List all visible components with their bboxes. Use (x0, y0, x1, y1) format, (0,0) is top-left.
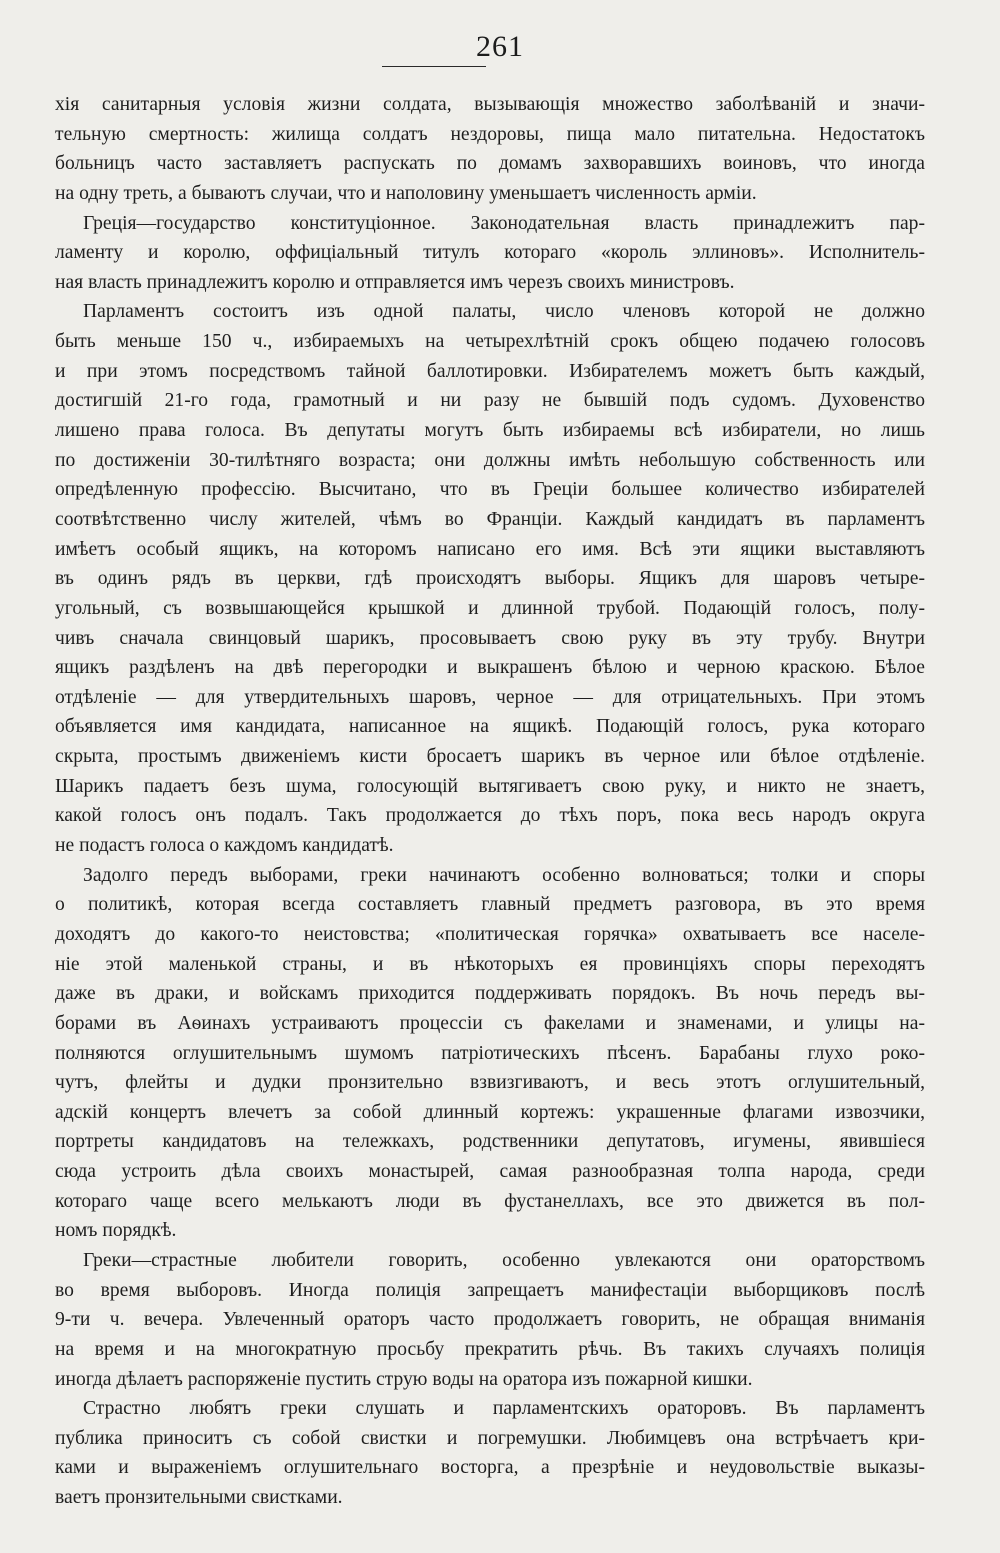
text-line: сюда устроить дѣла своихъ монастырей, самая разнообразная толпа народа, среди (55, 1161, 925, 1183)
text-line: быть меньше 150 ч., избираемыхъ на четырехлѣтній срокъ общею подачею голосовъ (55, 331, 925, 353)
text-line: объявляется имя кандидата, написанное на ящикѣ. Подающій голосъ, рука котораго (55, 716, 925, 738)
text-line: достигшій 21-го года, грамотный и ни разу не бывшій подъ судомъ. Духовенство (55, 390, 925, 412)
text-line: портреты кандидатовъ на тележкахъ, родственники депутатовъ, игумены, явившіеся (55, 1131, 925, 1153)
text-line: 9-ти ч. вечера. Увлеченный ораторъ часто продолжаетъ говорить, не обращая вниманія (55, 1309, 925, 1331)
text-line: соотвѣтственно числу жителей, чѣмъ во Франціи. Каждый кандидатъ въ парламентъ (55, 508, 925, 530)
text-line: иногда дѣлаетъ распоряженіе пустить струю воды на оратора изъ пожарной кишки. (55, 1368, 753, 1390)
text-line: по достиженіи 30-тилѣтняго возраста; они должны имѣть небольшую собственность или (55, 449, 925, 471)
text-line: полняются оглушительнымъ шумомъ патріотическихъ пѣсенъ. Барабаны глухо роко- (55, 1042, 925, 1064)
text-line: какой голосъ онъ подалъ. Такъ продолжается до тѣхъ поръ, пока весь народъ округа (55, 805, 925, 827)
text-line: Страстно любятъ греки слушать и парламентскихъ ораторовъ. Въ парламентъ (83, 1398, 925, 1420)
body-text (55, 90, 925, 1513)
text-line: Шарикъ падаетъ безъ шума, голосующій вытягиваетъ свою руку, и никто не знаетъ, (55, 775, 925, 797)
text-line: ная власть принадлежитъ королю и отправляется имъ черезъ своихъ министровъ. (55, 271, 735, 293)
text-line: лишено права голоса. Въ депутаты могутъ быть избираемы всѣ избиратели, но лишь (55, 420, 925, 442)
text-line: ніе этой маленькой страны, и въ нѣкоторыхъ ея провинціяхъ споры переходятъ (55, 953, 925, 975)
text-line: борами въ Аѳинахъ устраиваютъ процессіи съ факелами и знаменами, и улицы на- (55, 1012, 925, 1034)
text-line: ваетъ пронзительными свистками. (55, 1487, 343, 1509)
text-line: во время выборовъ. Иногда полиція запрещаетъ манифестаціи выборщиковъ послѣ (55, 1279, 925, 1301)
text-line: ящикъ раздѣленъ на двѣ перегородки и выкрашенъ бѣлою и черною краскою. Бѣлое (55, 657, 925, 679)
text-line: хія санитарныя условія жизни солдата, вызывающія множество заболѣваній и значи- (55, 94, 925, 115)
text-line: о политикѣ, которая всегда составляетъ главный предметъ разговора, въ это время (55, 894, 925, 916)
text-line: Греція—государство конституціонное. Законодательная власть принадлежитъ пар- (83, 212, 925, 234)
header-rule (382, 66, 486, 67)
text-line: даже въ драки, и войскамъ приходится поддерживать порядокъ. Въ ночь передъ вы- (55, 983, 925, 1005)
text-line: имѣетъ особый ящикъ, на которомъ написано его имя. Всѣ эти ящики выставляютъ (55, 538, 925, 560)
text-line: адскій концертъ влечетъ за собой длинный кортежъ: украшенные флагами извозчики, (55, 1101, 925, 1123)
text-line: публика приноситъ съ собой свистки и погремушки. Любимцевъ она встрѣчаетъ кри- (55, 1427, 925, 1449)
text-line: на одну треть, а бываютъ случаи, что и наполовину уменьшаетъ численность арміи. (55, 182, 757, 204)
page-number: 261 (476, 30, 524, 63)
text-line: чивъ сначала свинцовый шарикъ, просовываетъ свою руку въ эту трубу. Внутри (55, 627, 925, 649)
text-line: больницъ часто заставляетъ распускать по домамъ захворавшихъ воиновъ, что иногда (55, 153, 925, 175)
text-line: чутъ, флейты и дудки пронзительно взвизгиваютъ, и весь этотъ оглушительный, (55, 1072, 925, 1094)
text-line: угольный, съ возвышающейся крышкой и длинной трубой. Подающій голосъ, полу- (55, 597, 925, 619)
text-line: на время и на многократную просьбу прекратить рѣчь. Въ такихъ случаяхъ полиція (55, 1338, 925, 1360)
text-line: не подастъ голоса о каждомъ кандидатѣ. (55, 835, 394, 857)
text-line: въ одинъ рядъ въ церкви, гдѣ происходятъ выборы. Ящикъ для шаровъ четыре- (55, 568, 925, 590)
text-line: ками и выраженіемъ оглушительнаго восторга, а презрѣніе и неудовольствіе выказы- (55, 1457, 925, 1479)
text-line: котораго чаще всего мелькаютъ люди въ фустанеллахъ, все это движется въ пол- (55, 1190, 925, 1212)
text-line: номъ порядкѣ. (55, 1220, 177, 1242)
text-line: скрыта, простымъ движеніемъ кисти бросаетъ шарикъ въ черное или бѣлое отдѣленіе. (55, 746, 925, 768)
text-line: и при этомъ посредствомъ тайной баллотировки. Избирателемъ можетъ быть каждый, (55, 360, 925, 382)
text-line: отдѣленіе — для утвердительныхъ шаровъ, черное — для отрицательныхъ. При этомъ (55, 686, 925, 708)
text-line: Парламентъ состоитъ изъ одной палаты, число членовъ которой не должно (83, 301, 925, 323)
text-line: доходятъ до какого-то неистовства; «политическая горячка» охватываетъ все населе- (55, 923, 925, 945)
text-line: тельную смертность: жилища солдатъ нездоровы, пища мало питательна. Недостатокъ (55, 123, 925, 145)
text-line: ламенту и королю, оффиціальный титулъ котораго «король эллиновъ». Исполнитель- (55, 242, 925, 264)
text-line: Греки—страстные любители говорить, особенно увлекаются они ораторствомъ (83, 1249, 925, 1271)
text-line: опредѣленную профессію. Высчитано, что въ Греціи большее количество избирателей (55, 479, 925, 501)
text-line: Задолго передъ выборами, греки начинаютъ особенно волноваться; толки и споры (83, 864, 925, 886)
